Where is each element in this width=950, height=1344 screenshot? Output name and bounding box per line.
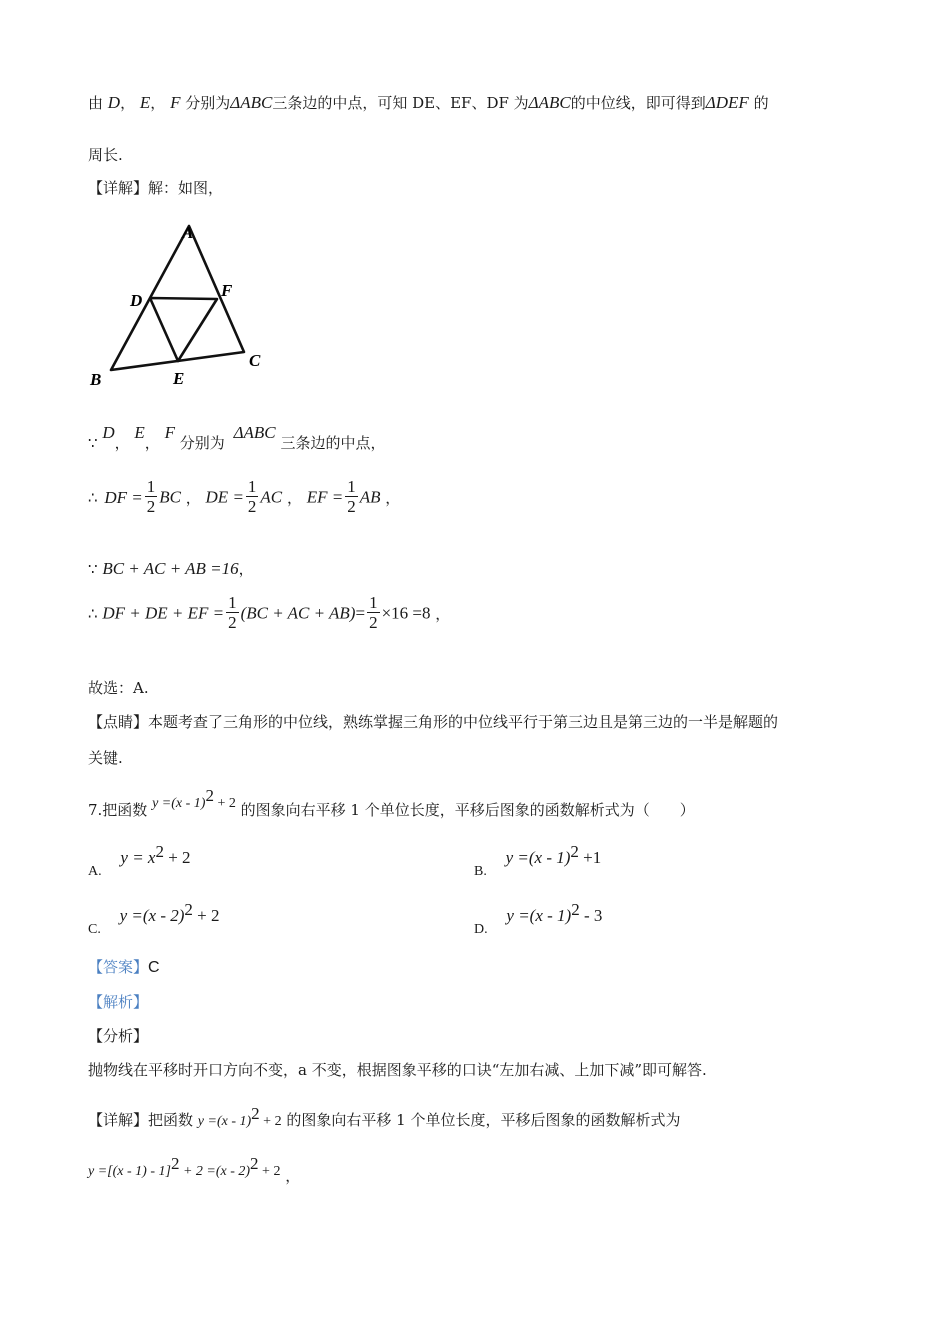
fenxi-text: 抛物线在平移时开口方向不变，a 不变，根据图象平移的口诀“左加右减、上加下减”即可解答. xyxy=(88,1061,707,1079)
triangle-def: ΔDEF xyxy=(705,93,749,112)
midline-triangle xyxy=(150,298,217,361)
answer-line xyxy=(88,956,160,977)
option-b[interactable]: B. y =(x - 1)$^2$ +1 xyxy=(474,842,602,879)
label-e: E xyxy=(173,369,185,388)
fraction-half: $\frac{1}{2}$ xyxy=(247,477,257,516)
answer-tag: 【答案】 xyxy=(88,958,149,976)
fraction-half: $\frac{1}{2}$ xyxy=(146,477,156,516)
point-e: E xyxy=(139,93,151,112)
question-7: 7.把函数 y =(x - 1)$^2$ + 2 的图象向右平移 1 个单位长度，平移后图象的函数解析式为（ ） xyxy=(88,786,695,819)
detail-heading: 【详解】解：如图， xyxy=(88,179,224,197)
therefore-line-2: ∴ DF + DE + EF = $\frac{1}{2}$ (BC + AC + AB)= $\frac{1}{2}$ ×16 =8 ， xyxy=(88,593,451,632)
answer-value: C xyxy=(148,959,160,976)
because-line-2: ∵ BC + AC + AB =16， xyxy=(88,559,254,578)
final-expression: y =[(x - 1) - 1]$^2$ + 2 =(x - 2)$^2$ + 2 ， xyxy=(88,1154,301,1185)
option-d[interactable]: D. y =(x - 1)$^2$ - 3 xyxy=(474,900,603,937)
analysis-tag: 【解析】 xyxy=(88,993,149,1011)
point-f: F xyxy=(170,93,181,112)
triangle-abc-2: ΔABC xyxy=(528,93,571,112)
option-a[interactable]: A. $y = x^2 + 2$ xyxy=(88,842,191,879)
intro-line-2: 周长. xyxy=(88,146,123,164)
label-d: D xyxy=(130,291,143,310)
intro-line-1: 由 D， E， F 分别为ΔABC三条边的中点，可知 DE、EF、DF 为ΔABC的中位线，即可得到ΔDEF 的 xyxy=(88,93,769,112)
choose-line: 故选：A. xyxy=(88,679,149,697)
fraction-half: $\frac{1}{2}$ xyxy=(228,593,237,632)
fenxi-tag: 【分析】 xyxy=(88,1027,149,1045)
label-f: F xyxy=(221,281,233,300)
detail-line-2: 【详解】把函数 y =(x - 1)$^2$ + 2 的图象向右平移 1 个单位长度，平移后图象的函数解析式为 xyxy=(88,1104,681,1129)
triangle-figure xyxy=(86,222,276,392)
label-c: C xyxy=(249,351,261,370)
comment-line-1: 【点睛】本题考查了三角形的中位线，熟练掌握三角形的中位线平行于第三边且是第三边的一半是解题的 xyxy=(88,713,779,731)
fraction-half: $\frac{1}{2}$ xyxy=(347,477,356,516)
label-a: A xyxy=(182,223,194,242)
label-b: B xyxy=(90,370,102,389)
triangle-abc: ΔABC xyxy=(230,93,273,112)
because-line-1: ∵ D， E， F 分别为 ΔABC 三条边的中点， xyxy=(88,423,386,452)
comment-line-2: 关键. xyxy=(88,749,123,767)
fraction-half: $\frac{1}{2}$ xyxy=(369,593,378,632)
point-d: D xyxy=(107,93,121,112)
option-c[interactable]: C. y =(x - 2)$^2$ + 2 xyxy=(88,900,220,937)
therefore-line-1: ∴ DF = $\frac{1}{2}$ BC ， DE = $\frac{1}{2}$ AC ， EF = $\frac{1}{2}$ AB ， xyxy=(88,477,401,516)
